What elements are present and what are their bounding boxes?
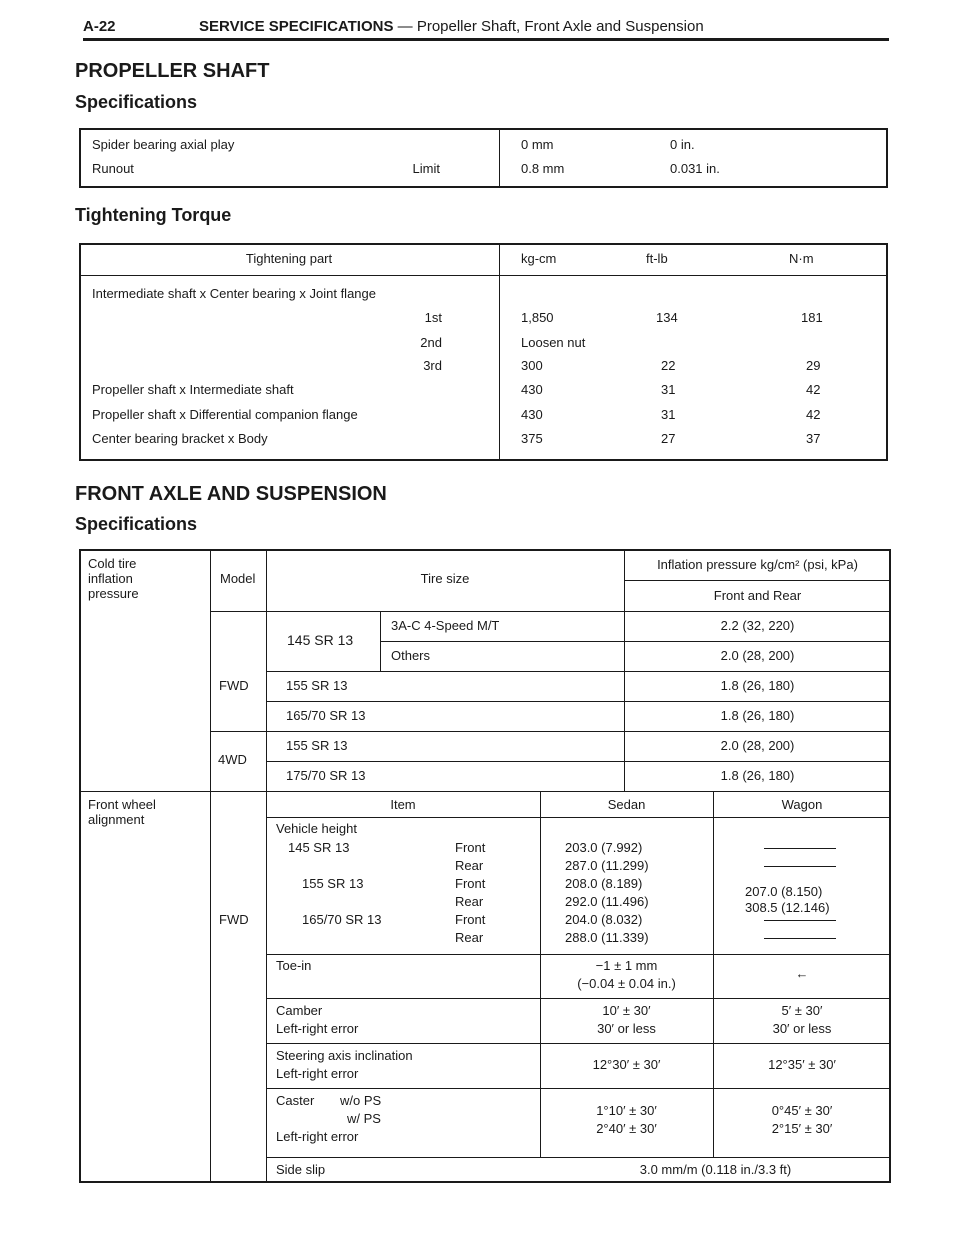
caster-wagon-wo: 0°45′ ± 30′: [771, 1103, 833, 1118]
torque-kgcm: 375: [521, 431, 543, 446]
torque-ftlb: 22: [661, 358, 676, 373]
tire-pressure: 2.2 (32, 220): [720, 618, 795, 633]
camber-sedan: 10′ ± 30′: [602, 1003, 651, 1018]
section-name: SERVICE SPECIFICATIONS: [199, 18, 394, 35]
camber-error-label: Left-right error: [276, 1021, 359, 1036]
caster-sedan-w: 2°40′ ± 30′: [596, 1121, 657, 1136]
align-rule: [266, 1043, 891, 1044]
tire-pressure: 1.8 (26, 180): [720, 768, 795, 783]
section-subtitle: — Propeller Shaft, Front Axle and Suspension: [393, 18, 704, 35]
tire-size-header: Tire size: [420, 571, 470, 586]
not-applicable-dash: [764, 920, 836, 921]
torque-header-ftlb: ft-lb: [646, 251, 668, 266]
spec-imperial: 0 in.: [670, 137, 695, 152]
torque-kgcm: 300: [521, 358, 543, 373]
torque-divider: [499, 243, 500, 461]
align-label-line: Front wheel: [88, 797, 156, 812]
torque-header-nm: N·m: [789, 251, 814, 266]
tire-size: 145 SR 13: [287, 632, 354, 648]
spec-metric: 0.8 mm: [521, 161, 565, 176]
vh-wagon: 308.5 (12.146): [745, 900, 830, 915]
tire-col-divider: [210, 549, 211, 791]
align-rule: [266, 1157, 891, 1158]
not-applicable-dash: [764, 938, 836, 939]
page-code: A-22: [83, 18, 116, 35]
align-rule: [266, 954, 891, 955]
tire-rule: [380, 641, 891, 642]
vh-sedan: 288.0 (11.339): [565, 930, 649, 945]
torque-nm: 37: [806, 431, 821, 446]
torque-kgcm: 1,850: [521, 310, 554, 325]
spec-metric: 0 mm: [521, 137, 554, 152]
align-rule: [266, 817, 891, 818]
torque-step: 1st: [424, 310, 442, 325]
align-label: [88, 797, 156, 827]
caster-sedan-wo: 1°10′ ± 30′: [596, 1103, 657, 1118]
align-rule: [266, 998, 891, 999]
torque-header-rule: [79, 275, 888, 276]
model-header: Model: [220, 571, 256, 586]
front-spec-heading: Specifications: [75, 514, 198, 534]
tire-label-line: Cold tire: [88, 556, 137, 571]
torque-step: 3rd: [423, 358, 442, 373]
vh-pos: Front: [455, 912, 486, 927]
tire-rule: [266, 671, 891, 672]
align-label-line: alignment: [88, 812, 145, 827]
align-rule: [266, 1088, 891, 1089]
align-col-divider: [210, 791, 211, 1183]
spec-item: Spider bearing axial play: [92, 137, 235, 152]
vh-sedan: 292.0 (11.496): [565, 894, 649, 909]
vehicle-height-label: Vehicle height: [276, 821, 357, 836]
tire-label: [88, 556, 139, 601]
align-col-divider: [266, 791, 267, 1183]
caster-w-ps: w/ PS: [347, 1111, 381, 1126]
torque-part: Propeller shaft x Intermediate shaft: [92, 382, 294, 397]
vh-size: 165/70 SR 13: [302, 912, 382, 927]
torque-kgcm: 430: [521, 382, 543, 397]
align-item-header: Item: [390, 797, 416, 812]
vh-pos: Rear: [455, 930, 484, 945]
tire-rule: [210, 611, 891, 612]
torque-kgcm: Loosen nut: [521, 335, 586, 350]
toe-sedan: −1 ± 1 mm: [595, 958, 658, 973]
pressure-header: Inflation pressure kg/cm² (psi, kPa): [657, 557, 858, 572]
torque-nm: 29: [806, 358, 821, 373]
vh-pos: Rear: [455, 894, 484, 909]
torque-ftlb: 134: [656, 310, 678, 325]
tire-label-line: pressure: [88, 586, 139, 601]
tire-pressure: 2.0 (28, 200): [720, 738, 795, 753]
vh-sedan: 287.0 (11.299): [565, 858, 649, 873]
camber-label: Camber: [276, 1003, 323, 1018]
model-4wd: 4WD: [218, 752, 247, 767]
tire-col-divider: [624, 549, 625, 791]
torque-ftlb: 31: [661, 407, 676, 422]
vh-wagon: 207.0 (8.150): [745, 884, 823, 899]
steering-axis-label: Steering axis inclination: [276, 1048, 413, 1063]
torque-heading: Tightening Torque: [75, 205, 232, 225]
tire-variant-divider: [380, 612, 381, 672]
torque-header-kgcm: kg-cm: [521, 251, 557, 266]
align-sedan-header: Sedan: [607, 797, 646, 812]
caster-error-label: Left-right error: [276, 1129, 359, 1144]
propeller-heading: PROPELLER SHAFT: [75, 60, 270, 82]
spec-imperial: 0.031 in.: [670, 161, 720, 176]
tire-size: 175/70 SR 13: [286, 768, 366, 783]
steering-wagon: 12°35′ ± 30′: [768, 1057, 836, 1072]
camber-wagon-error: 30′ or less: [772, 1021, 832, 1036]
vh-sedan: 204.0 (8.032): [565, 912, 643, 927]
spec-item: Runout: [92, 161, 134, 176]
not-applicable-dash: [764, 866, 836, 867]
camber-sedan-error: 30′ or less: [597, 1021, 656, 1036]
tire-rule: [210, 731, 891, 732]
tire-rule: [624, 580, 891, 581]
front-heading: FRONT AXLE AND SUSPENSION: [75, 483, 387, 505]
spec-divider: [499, 128, 500, 188]
vh-pos: Rear: [455, 858, 484, 873]
tire-size: 155 SR 13: [286, 678, 348, 693]
tire-rule: [266, 701, 891, 702]
caster-wo-ps: w/o PS: [340, 1093, 382, 1108]
torque-part: Center bearing bracket x Body: [92, 431, 268, 446]
front-rear-header: Front and Rear: [713, 588, 802, 603]
torque-ftlb: 27: [661, 431, 676, 446]
align-model: FWD: [219, 912, 249, 927]
side-slip-label: Side slip: [276, 1162, 326, 1177]
model-fwd: FWD: [219, 678, 249, 693]
vh-size: 145 SR 13: [288, 840, 350, 855]
torque-nm: 42: [806, 407, 821, 422]
vh-sedan: 208.0 (8.189): [565, 876, 643, 891]
tire-size: 155 SR 13: [286, 738, 348, 753]
toe-wagon: ←: [795, 966, 809, 981]
side-slip-value: 3.0 mm/m (0.118 in./3.3 ft): [639, 1162, 792, 1177]
section-rule: [79, 791, 891, 792]
align-wagon-header: Wagon: [781, 797, 823, 812]
page-header-title: [199, 18, 704, 35]
camber-wagon: 5′ ± 30′: [781, 1003, 823, 1018]
vh-pos: Front: [455, 876, 486, 891]
tire-pressure: 1.8 (26, 180): [720, 708, 795, 723]
torque-step: 2nd: [420, 335, 442, 350]
toe-sedan-inch: (−0.04 ± 0.04 in.): [577, 976, 676, 991]
tire-label-line: inflation: [88, 571, 133, 586]
torque-nm: 42: [806, 382, 821, 397]
caster-label: Caster: [276, 1093, 315, 1108]
spec-qualifier: Limit: [412, 161, 440, 176]
steering-error-label: Left-right error: [276, 1066, 359, 1081]
tire-rule: [266, 761, 891, 762]
vh-size: 155 SR 13: [302, 876, 364, 891]
torque-part: Propeller shaft x Differential companion flange: [92, 407, 358, 422]
toe-label: Toe-in: [276, 958, 312, 973]
not-applicable-dash: [764, 848, 836, 849]
tire-variant: 3A-C 4-Speed M/T: [391, 618, 500, 633]
caster-wagon-w: 2°15′ ± 30′: [771, 1121, 833, 1136]
tire-pressure: 2.0 (28, 200): [720, 648, 795, 663]
propeller-spec-heading: Specifications: [75, 92, 198, 112]
torque-ftlb: 31: [661, 382, 676, 397]
tire-pressure: 1.8 (26, 180): [720, 678, 795, 693]
steering-sedan: 12°30′ ± 30′: [592, 1057, 661, 1072]
vh-sedan: 203.0 (7.992): [565, 840, 643, 855]
vh-pos: Front: [455, 840, 486, 855]
torque-kgcm: 430: [521, 407, 543, 422]
tire-variant: Others: [391, 648, 431, 663]
torque-part: Intermediate shaft x Center bearing x Joint flange: [92, 286, 376, 301]
tire-size: 165/70 SR 13: [286, 708, 366, 723]
torque-header-part: Tightening part: [245, 251, 333, 266]
header-rule: [83, 38, 889, 41]
torque-nm: 181: [801, 310, 823, 325]
